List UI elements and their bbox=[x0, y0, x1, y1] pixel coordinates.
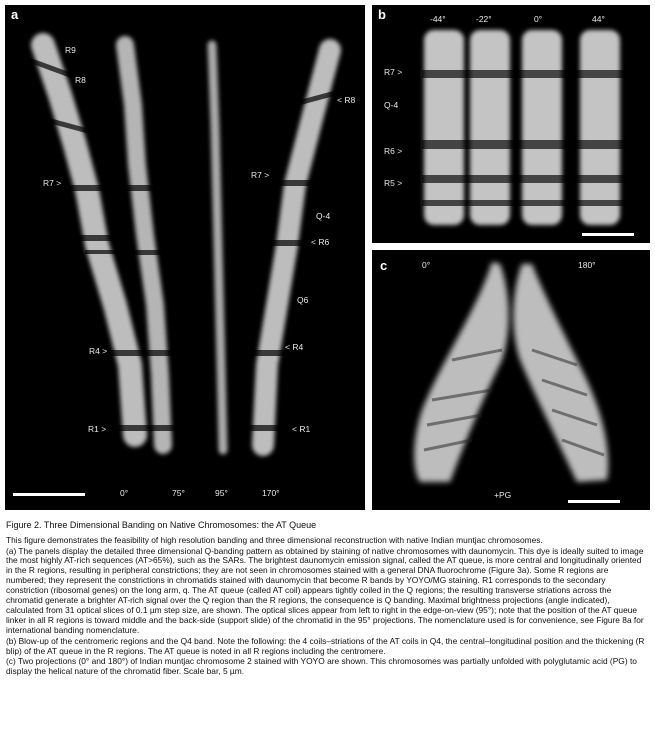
panel-c-letter: c bbox=[380, 258, 388, 273]
label-r6: < R6 bbox=[311, 237, 330, 247]
label-r4-left: R4 > bbox=[89, 346, 108, 356]
label-b-r6: R6 > bbox=[384, 146, 403, 156]
angle-a-95: 95° bbox=[215, 488, 228, 498]
caption-intro: This figure demonstrates the feasibility of high resolution banding and three dimensional reconstruction with native Indian muntjac chromosomes. bbox=[6, 534, 543, 545]
label-q6: Q6 bbox=[297, 295, 309, 305]
blowup-0 bbox=[522, 30, 562, 225]
chromosome-2-180deg bbox=[513, 264, 608, 482]
angle-a-0: 0° bbox=[120, 488, 129, 498]
panel-c-micrograph bbox=[372, 250, 650, 510]
panel-b-micrograph bbox=[372, 5, 650, 243]
label-r7-right: R7 > bbox=[251, 170, 270, 180]
angle-a-75: 75° bbox=[172, 488, 185, 498]
blowup-minus44 bbox=[424, 30, 464, 225]
panel-a bbox=[5, 5, 365, 510]
angle-b-44: 44° bbox=[592, 14, 605, 24]
label-b-r7: R7 > bbox=[384, 67, 403, 77]
angle-a-170: 170° bbox=[262, 488, 280, 498]
panel-c bbox=[372, 250, 650, 510]
angle-c-0: 0° bbox=[422, 260, 431, 270]
blowup-minus22 bbox=[470, 30, 510, 225]
scale-bar-b bbox=[582, 233, 634, 236]
figure-title: Figure 2. Three Dimensional Banding on Native Chromosomes: the AT Queue bbox=[6, 520, 317, 530]
panel-b bbox=[372, 5, 650, 243]
label-r9: R9 bbox=[65, 45, 76, 55]
caption-c: (c) Two projections (0° and 180°) of Indian muntjac chromosome 2 stained with YOYO are shown. This chromosomes was partially unfolded with polyglutamic acid (PG) to display the helical nature of the chromatid fiber. Scale bar, 5 µm. bbox=[6, 656, 637, 677]
caption-a: (a) The panels display the detailed three dimensional Q-banding pattern as obtained by staining of native chromosomes with daunomycin. This dye is ideally suited to image the most highly AT-rich sequences (AT>65%), such as the SARs. The brightest daunomycin emission signal, called the AT queue, is more central and longitudinally oriented in the R regions, resulting in peripheral constrictions; they are not seen in chromosomes stained with a general DNA fluorochrome (Figure 3a). Some R regions are numbered; they represent the constrictions in chromatids stained with daunomycin that become R bands by YOYO/MG staining. R1 corresponds to the secondary constriction (ribosomal genes) on the long arm, q. The AT queue (called AT coil) appears tightly coiled in the Q regions; the resulting transverse striations across the chromatid generate a brighter AT-rich signal over the Q region than the R regions, the consequence is Q banding. Maximal brightness projections (angle indicated), calculated from 31 optical slices of 0.1 µm step size, are shown. The optical slices appear from left to right in the edge-on-view (95°); note that the position of the AT queue linker in all R regions is toward middle and the back-side (support slide) of the chromatid in the 95° projections. The nomenclature used is for convenience, see Figure 8a for international banding nomenclature. bbox=[6, 545, 644, 635]
label-b-r5: R5 > bbox=[384, 178, 403, 188]
label-r1-right: < R1 bbox=[292, 424, 311, 434]
panel-a-letter: a bbox=[11, 7, 19, 22]
caption-b: (b) Blow-up of the centromeric regions and the Q4 band. Note the following: the 4 coils–striations of the AT coils in Q4, the central–longitudinal position and the thickening (R blip) of the AT queue in the R regions. The AT queue is noted in all R regions including the centromere. bbox=[6, 635, 645, 656]
label-pg: +PG bbox=[494, 490, 512, 500]
scale-bar-c bbox=[568, 500, 620, 503]
label-r8-right: < R8 bbox=[337, 95, 356, 105]
angle-b-minus44: -44° bbox=[430, 14, 446, 24]
label-r1-left: R1 > bbox=[88, 424, 107, 434]
panel-a-micrograph bbox=[5, 5, 365, 510]
panel-b-letter: b bbox=[378, 7, 386, 22]
label-r4-right: < R4 bbox=[285, 342, 304, 352]
label-r8-left: R8 bbox=[75, 75, 86, 85]
figure-caption bbox=[6, 520, 648, 678]
angle-c-180: 180° bbox=[578, 260, 596, 270]
angle-b-minus22: -22° bbox=[476, 14, 492, 24]
scale-bar-a bbox=[13, 493, 85, 496]
label-r7-left: R7 > bbox=[43, 178, 62, 188]
label-q4: Q-4 bbox=[316, 211, 331, 221]
label-b-q4: Q-4 bbox=[384, 100, 399, 110]
blowup-44 bbox=[580, 30, 620, 225]
chromosome-95deg bbox=[212, 45, 223, 450]
angle-b-0: 0° bbox=[534, 14, 543, 24]
